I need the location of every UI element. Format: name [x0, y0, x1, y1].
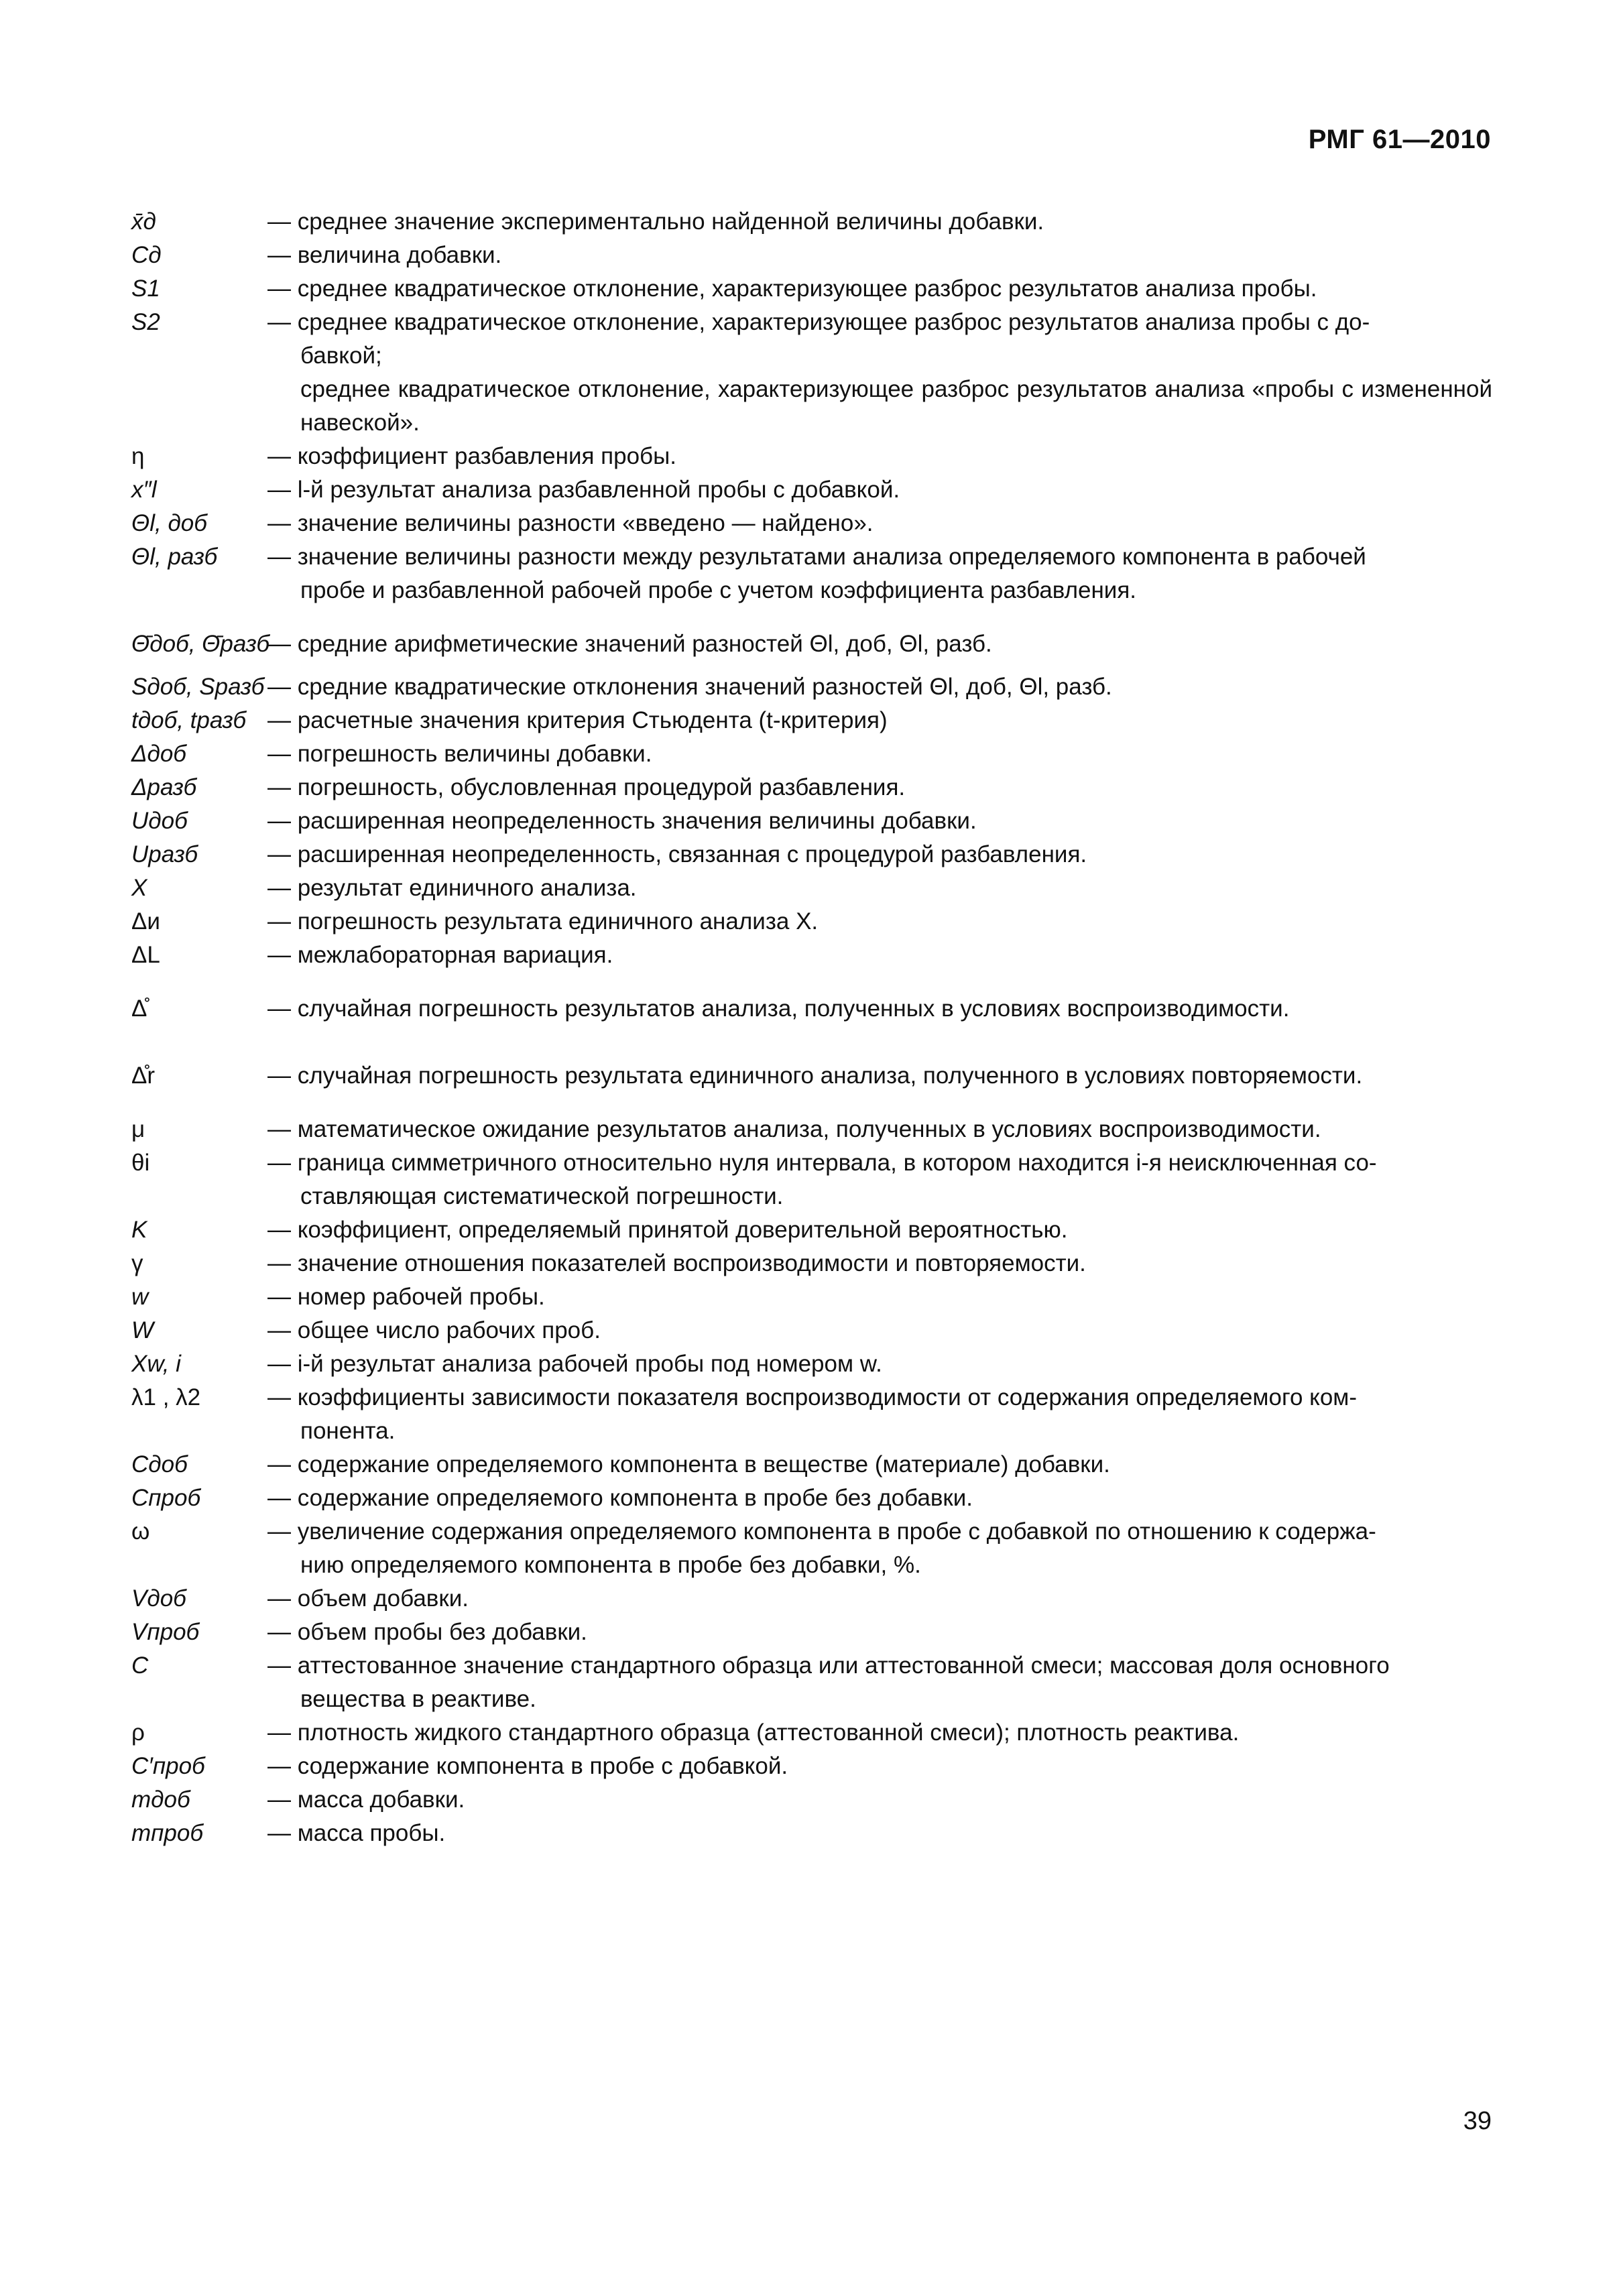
definition-block — [267, 373, 1492, 440]
definition-continuation: нию определяемого компонента в пробе без добавки, %. — [300, 1552, 921, 1578]
symbol: ρ — [131, 1719, 145, 1746]
definition-row — [131, 1783, 1492, 1817]
definition-row — [131, 1750, 1492, 1783]
definition-text: — средние арифметические значений разностей Θl, доб, Θl, разб. — [267, 631, 992, 657]
definition-block — [267, 1381, 1492, 1448]
definition-text: — общее число рабочих проб. — [267, 1317, 601, 1343]
definition-row — [131, 473, 1492, 507]
definition-row — [131, 1482, 1492, 1515]
symbol: C′проб — [131, 1753, 205, 1779]
symbol: Cпроб — [131, 1485, 201, 1511]
symbol: Xw, i — [131, 1351, 181, 1377]
definition-row — [131, 1059, 1492, 1093]
definition-text: — погрешность, обусловленная процедурой разбавления. — [267, 774, 906, 800]
symbol: η — [131, 443, 145, 469]
symbol: X — [131, 875, 147, 901]
symbol: Δдоб — [131, 741, 186, 767]
definition-continuation: среднее квадратическое отклонение, характеризующее разброс результатов анализа «пробы с измененной навеской». — [300, 376, 1492, 436]
symbol: S1 — [131, 276, 160, 302]
definition-row — [131, 272, 1492, 306]
definition-text: — увеличение содержания определяемого компонента в пробе с добавкой по отношению к содержа- — [267, 1518, 1376, 1545]
symbol: ΔL — [131, 942, 160, 968]
definition-text: — среднее значение экспериментально найденной величины добавки. — [267, 208, 1044, 235]
symbol: ω — [131, 1518, 150, 1545]
definition-row — [131, 1213, 1492, 1247]
definition-row — [131, 670, 1492, 704]
definition-row — [131, 992, 1492, 1026]
definition-text: — коэффициент, определяемый принятой доверительной вероятностью. — [267, 1217, 1068, 1243]
definition-row — [131, 627, 1492, 661]
definition-text: — среднее квадратическое отклонение, характеризующее разброс результатов анализа пробы. — [267, 276, 1317, 302]
definition-row — [131, 771, 1492, 804]
definition-text: — содержание определяемого компонента в веществе (материале) добавки. — [267, 1451, 1110, 1477]
symbol: Θl, доб — [131, 510, 207, 536]
definition-row — [131, 1347, 1492, 1381]
symbol: mпроб — [131, 1820, 204, 1846]
page-number: 39 — [1463, 2107, 1492, 2135]
symbol: mдоб — [131, 1787, 190, 1813]
symbol: Δ̊ — [131, 995, 147, 1022]
definition-text: — среднее квадратическое отклонение, характеризующее разброс результатов анализа пробы с до- — [267, 309, 1370, 335]
definition-row — [131, 540, 1492, 607]
definition-text: — масса добавки. — [267, 1787, 465, 1813]
definition-text: — содержание определяемого компонента в пробе без добавки. — [267, 1485, 973, 1511]
symbol: K — [131, 1217, 147, 1243]
definition-continuation: пробе и разбавленной рабочей пробе с учетом коэффициента разбавления. — [300, 577, 1137, 603]
definition-text: — объем добавки. — [267, 1585, 469, 1612]
definition-text: — случайная погрешность результатов анализа, полученных в условиях воспроизводимости. — [267, 995, 1290, 1022]
definition-row — [131, 1314, 1492, 1347]
symbol: Cд — [131, 242, 162, 268]
symbol: C — [131, 1652, 149, 1679]
definition-text: — величина добавки. — [267, 242, 502, 268]
definition-row — [131, 1381, 1492, 1448]
document-code: РМГ 61—2010 — [1308, 125, 1491, 154]
symbol: Δи — [131, 908, 160, 934]
symbol: tдоб, tразб — [131, 707, 247, 733]
definition-text: — расширенная неопределенность значения величины добавки. — [267, 808, 977, 834]
definition-row — [131, 1716, 1492, 1750]
definition-text: — средние квадратические отклонения значений разностей Θl, доб, Θl, разб. — [267, 674, 1112, 700]
definition-text: — значение величины разности «введено — найдено». — [267, 510, 874, 536]
definition-row — [131, 205, 1492, 239]
definition-row — [131, 1280, 1492, 1314]
symbol: Δразб — [131, 774, 197, 800]
definition-text: — плотность жидкого стандартного образца (аттестованной смеси); плотность реактива. — [267, 1719, 1240, 1746]
symbol: Δ̊r — [131, 1063, 156, 1089]
symbol: Cдоб — [131, 1451, 188, 1477]
symbol: θi — [131, 1150, 150, 1176]
definition-text: — результат единичного анализа. — [267, 875, 637, 901]
definition-continuation: понента. — [300, 1418, 396, 1444]
definition-continuation: бавкой; — [300, 343, 382, 369]
definition-row — [131, 306, 1492, 373]
definition-text: — содержание компонента в пробе с добавкой. — [267, 1753, 788, 1779]
definition-text: — значение величины разности между результатами анализа определяемого компонента в рабочей — [267, 544, 1366, 570]
symbol: Θ̄доб, Θ̄разб — [131, 631, 270, 657]
definition-text: — межлабораторная вариация. — [267, 942, 613, 968]
symbol: x″l — [131, 477, 157, 503]
symbol: γ — [131, 1250, 143, 1276]
definition-text: — погрешность величины добавки. — [267, 741, 652, 767]
definition-row — [131, 1616, 1492, 1649]
symbol: x̄д — [131, 208, 156, 235]
definition-row — [131, 1113, 1492, 1146]
definition-block — [267, 1649, 1492, 1716]
symbol: S2 — [131, 309, 160, 335]
definition-text: — погрешность результата единичного анализа X. — [267, 908, 819, 934]
definition-row — [131, 1515, 1492, 1582]
definition-text: — аттестованное значение стандартного образца или аттестованной смеси; массовая доля основного — [267, 1652, 1390, 1679]
definition-row — [131, 239, 1492, 272]
definition-block — [267, 1515, 1492, 1582]
definition-continuation: ставляющая систематической погрешности. — [300, 1183, 784, 1209]
symbol: Sдоб, Sразб — [131, 674, 265, 700]
definition-text: — объем пробы без добавки. — [267, 1619, 587, 1645]
definition-text: — математическое ожидание результатов анализа, полученных в условиях воспроизводимости. — [267, 1116, 1321, 1142]
symbol: Θl, разб — [131, 544, 218, 570]
definition-row — [131, 737, 1492, 771]
symbol: w — [131, 1284, 149, 1310]
definition-block — [267, 306, 1492, 373]
definition-row — [131, 1582, 1492, 1616]
definition-row — [131, 1817, 1492, 1850]
definition-row — [131, 440, 1492, 473]
definition-text: — коэффициенты зависимости показателя воспроизводимости от содержания определяемого ком- — [267, 1384, 1358, 1410]
symbol: Uдоб — [131, 808, 188, 834]
definition-row — [131, 838, 1492, 871]
symbol: Vдоб — [131, 1585, 186, 1612]
definition-row — [131, 1247, 1492, 1280]
definition-text: — случайная погрешность результата единичного анализа, полученного в условиях повторяемости. — [267, 1063, 1363, 1089]
definition-row — [131, 704, 1492, 737]
definition-text: — масса пробы. — [267, 1820, 446, 1846]
definition-continuation: вещества в реактиве. — [300, 1686, 536, 1712]
symbol: W — [131, 1317, 154, 1343]
symbol: Vпроб — [131, 1619, 200, 1645]
definition-row — [131, 1448, 1492, 1482]
symbol: Uразб — [131, 841, 198, 867]
definition-row — [131, 1146, 1492, 1213]
definition-text: — l-й результат анализа разбавленной пробы с добавкой. — [267, 477, 900, 503]
definition-text: — i-й результат анализа рабочей пробы под номером w. — [267, 1351, 882, 1377]
definition-text: — расчетные значения критерия Стьюдента (t-критерия) — [267, 707, 888, 733]
definition-row — [131, 905, 1492, 939]
symbol-definitions-list — [131, 205, 1492, 1850]
definition-row — [131, 939, 1492, 972]
definition-block — [267, 540, 1492, 607]
symbol: λ1 , λ2 — [131, 1384, 201, 1410]
definition-text: — граница симметричного относительно нуля интервала, в котором находится i-я неисключенная со- — [267, 1150, 1377, 1176]
definition-row — [131, 1649, 1492, 1716]
definition-row — [131, 804, 1492, 838]
definition-text: — расширенная неопределенность, связанная с процедурой разбавления. — [267, 841, 1087, 867]
definition-text: — значение отношения показателей воспроизводимости и повторяемости. — [267, 1250, 1086, 1276]
definition-text: — коэффициент разбавления пробы. — [267, 443, 676, 469]
definition-row — [131, 507, 1492, 540]
definition-text: — номер рабочей пробы. — [267, 1284, 545, 1310]
definition-block — [267, 1146, 1492, 1213]
definition-row — [131, 373, 1492, 440]
definition-row — [131, 871, 1492, 905]
symbol: μ — [131, 1116, 145, 1142]
